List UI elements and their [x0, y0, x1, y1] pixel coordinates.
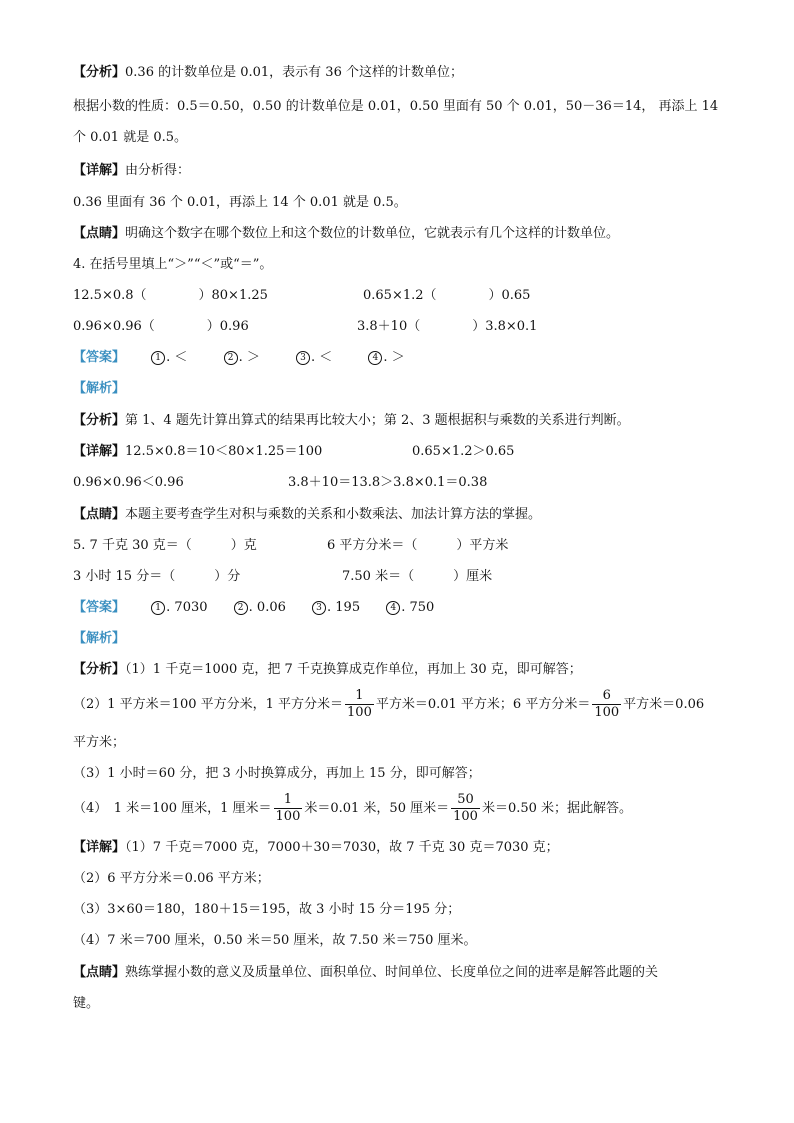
- q5-analysis-line-3: （3）1 小时＝60 分，把 3 小时换算成分，再加上 15 分，即可解答；: [73, 766, 481, 781]
- q4-analysis-line: [73, 412, 630, 430]
- q5-analysis-line-4: （4） 1 米＝100 厘米，1 厘米＝ $\frac{1}{100}$ 米＝0.01 米，50 厘米＝ $\frac{50}{100}$ 米＝0.50 米；据此解答。: [73, 792, 633, 824]
- circle-number-2: 2: [234, 601, 248, 615]
- q3-analysis-line-2: 根据小数的性质：0.5＝0.50，0.50 的计数单位是 0.01，0.50 里面有 50 个 0.01，50－36＝14， 再添上 14: [73, 99, 719, 114]
- detail-text: 由分析得：: [125, 163, 191, 178]
- detail-tag: 【详解】: [73, 163, 126, 178]
- answer-item-2: 2 . 0.06: [234, 600, 286, 615]
- circle-number-1: 1: [151, 351, 165, 365]
- comment-text: 明确这个数字在哪个数位上和这个数位的计数单位，它就表示有几个这样的计数单位。: [125, 226, 620, 241]
- comment-tag: 【点睛】: [73, 965, 126, 980]
- detail-tag: 【详解】: [73, 444, 126, 459]
- q5-comment-line-1: [73, 964, 658, 982]
- q3-comment-line: [73, 225, 619, 243]
- answer-item-1: 1 . 7030: [151, 600, 207, 615]
- q4-problem-4: 3.8＋10（ ）3.8×0.1: [357, 319, 538, 334]
- circle-number-2: 2: [224, 351, 238, 365]
- answer-item-4: 4 . ＞: [368, 350, 404, 365]
- q5-analysis-line-1: [73, 661, 582, 679]
- circle-number-1: 1: [151, 601, 165, 615]
- q3-detail-line-1: [73, 162, 190, 180]
- q4-detail-1: 【详解】12.5×0.8＝10＜80×1.25＝100: [73, 444, 323, 459]
- q4-explanation-tag: 【解析】: [73, 381, 126, 396]
- q4-problem-1: 12.5×0.8（ ）80×1.25: [73, 288, 268, 303]
- q5-problem-3: 3 小时 15 分＝（ ）分: [73, 569, 241, 584]
- analysis-tag: 【分析】: [73, 65, 126, 80]
- answer-item-2: 2 . ＞: [224, 350, 260, 365]
- comment-tag: 【点睛】: [73, 226, 126, 241]
- circle-number-3: 3: [312, 601, 326, 615]
- circle-number-4: 4: [386, 601, 400, 615]
- answer-item-3: 3 . 195: [312, 600, 360, 615]
- q4-problem-2: 0.65×1.2（ ）0.65: [363, 288, 531, 303]
- q5-problem-4: 7.50 米＝（ ）厘米: [342, 569, 493, 584]
- q4-answer-line: [73, 349, 405, 367]
- q5-analysis-line-2-cont: 平方米；: [73, 735, 126, 750]
- q3-analysis-line-3: 个 0.01 就是 0.5。: [73, 130, 188, 145]
- q5-problem-2: 6 平方分米＝（ ）平方米: [327, 538, 509, 553]
- fraction-1-over-100: $\frac{1}{100}$: [275, 792, 301, 824]
- q4-comment-line: [73, 506, 541, 524]
- q3-detail-line-2: 0.36 里面有 36 个 0.01，再添上 14 个 0.01 就是 0.5。: [73, 195, 407, 210]
- circle-number-4: 4: [368, 351, 382, 365]
- answer-item-1: 1 . ＜: [151, 350, 187, 365]
- comment-text: 熟练掌握小数的意义及质量单位、面积单位、时间单位、长度单位之间的进率是解答此题的关: [125, 965, 659, 980]
- analysis-tag: 【分析】: [73, 662, 126, 677]
- q5-detail-line-3: （3）3×60＝180，180＋15＝195，故 3 小时 15 分＝195 分；: [73, 902, 461, 917]
- q5-detail-line-4: （4）7 米＝700 厘米，0.50 米＝50 厘米，故 7.50 米＝750 厘米。: [73, 933, 477, 948]
- analysis-text: 0.36 的计数单位是 0.01，表示有 36 个这样的计数单位；: [125, 65, 463, 80]
- fraction-6-over-100: $\frac{6}{100}$: [594, 688, 620, 720]
- q3-analysis-line-1: [73, 64, 463, 82]
- answer-item-4: 4 . 750: [386, 600, 434, 615]
- comment-tag: 【点睛】: [73, 507, 126, 522]
- analysis-tag: 【分析】: [73, 413, 126, 428]
- comment-text: 本题主要考查学生对积与乘数的关系和小数乘法、加法计算方法的掌握。: [125, 507, 542, 522]
- q5-detail-line-2: （2）6 平方分米＝0.06 平方米；: [73, 871, 270, 886]
- q4-detail-4: 3.8＋10＝13.8＞3.8×0.1＝0.38: [288, 475, 488, 490]
- q5-problem-1: 5. 7 千克 30 克＝（ ）克: [73, 538, 257, 553]
- q5-detail-line-1: 【详解】（1）7 千克＝7000 克，7000＋30＝7030，故 7 千克 30 克＝7030 克；: [73, 840, 559, 855]
- answer-tag: 【答案】: [73, 350, 126, 365]
- q4-title: 4. 在括号里填上“＞”“＜”或“＝”。: [73, 257, 273, 272]
- circle-number-3: 3: [296, 351, 310, 365]
- analysis-text: （1）1 千克＝1000 克，把 7 千克换算成克作单位，再加上 30 克，即可解答；: [125, 662, 582, 677]
- fraction-1-over-100: $\frac{1}{100}$: [347, 688, 372, 720]
- q5-explanation-tag: 【解析】: [73, 631, 126, 646]
- fraction-50-over-100: $\frac{50}{100}$: [453, 792, 478, 824]
- q4-detail-2: 0.65×1.2＞0.65: [412, 444, 515, 459]
- q4-detail-3: 0.96×0.96＜0.96: [73, 475, 184, 490]
- answer-item-3: 3 . ＜: [296, 350, 332, 365]
- q5-analysis-line-2: （2）1 平方米＝100 平方分米，1 平方分米＝ $\frac{1}{100}$ 平方米＝0.01 平方米；6 平方分米＝ $\frac{6}{100}$ 平方米＝0.06: [73, 688, 705, 720]
- answer-tag: 【答案】: [73, 600, 126, 615]
- detail-tag: 【详解】: [73, 840, 126, 855]
- q5-comment-line-2: 键。: [73, 996, 100, 1011]
- q4-problem-3: 0.96×0.96（ ）0.96: [73, 319, 249, 334]
- analysis-text: 第 1、4 题先计算出算式的结果再比较大小；第 2、3 题根据积与乘数的关系进行判断。: [125, 413, 630, 428]
- q5-answer-line: [73, 599, 434, 617]
